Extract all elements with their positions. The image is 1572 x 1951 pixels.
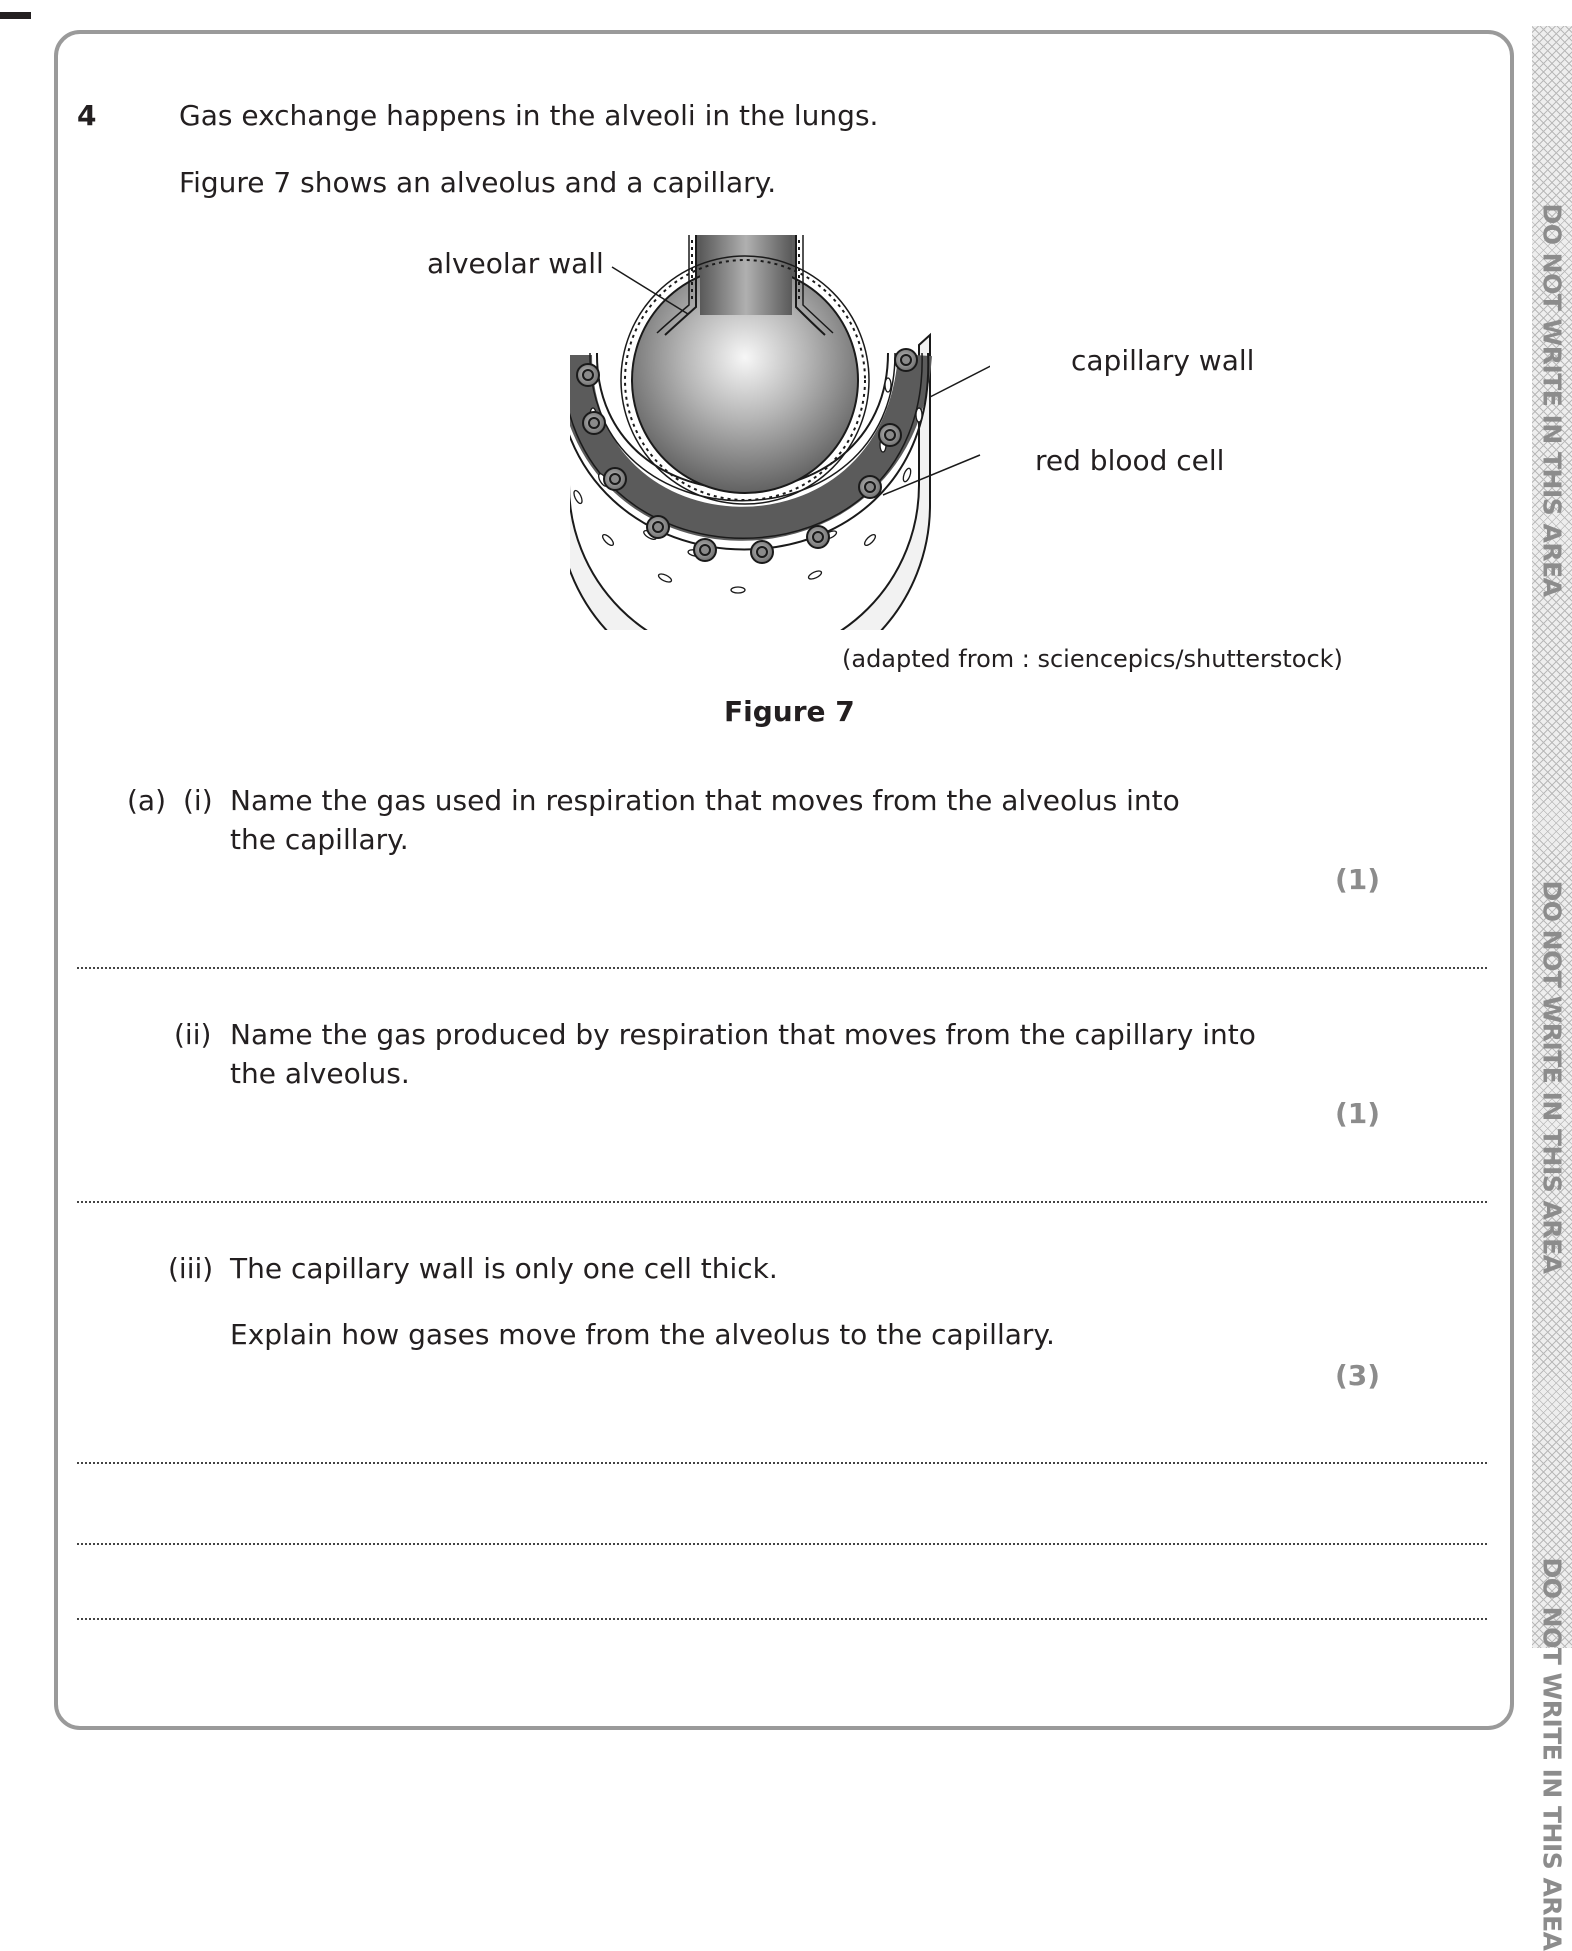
figure-source: (adapted from : sciencepics/shutterstock) [842, 645, 1343, 673]
alveolus [621, 235, 869, 504]
part-a-i-line1: Name the gas used in respiration that moves from the alveolus into [230, 784, 1180, 817]
part-a-iii-line1: The capillary wall is only one cell thick. [230, 1252, 778, 1285]
margin-warning-3: DO NOT WRITE IN THIS AREA [1537, 1557, 1567, 1951]
label-red-blood-cell: red blood cell [1035, 444, 1225, 477]
page-corner-mark [0, 12, 31, 19]
part-a-ii-label: (ii) [174, 1018, 212, 1051]
question-number: 4 [77, 99, 97, 132]
part-a-ii-line1: Name the gas produced by respiration that moves from the capillary into [230, 1018, 1256, 1051]
answer-line-a-ii[interactable] [77, 1201, 1487, 1203]
part-a-ii-line2: the alveolus. [230, 1057, 410, 1090]
part-a-i-label: (i) [183, 784, 213, 817]
label-capillary-wall: capillary wall [1071, 344, 1255, 377]
margin-warning-2: DO NOT WRITE IN THIS AREA [1537, 880, 1567, 1274]
alveolus-capillary-diagram [570, 235, 990, 630]
figure-caption: Figure 7 [724, 695, 855, 728]
figure-reference: Figure 7 shows an alveolus and a capillary. [179, 166, 777, 199]
margin-warning-1: DO NOT WRITE IN THIS AREA [1537, 203, 1567, 597]
label-alveolar-wall: alveolar wall [427, 247, 604, 280]
part-a-iii-label: (iii) [168, 1252, 214, 1285]
answer-line-a-iii-1[interactable] [77, 1462, 1487, 1464]
part-a-iii-marks: (3) [1335, 1359, 1381, 1392]
part-a-ii-marks: (1) [1335, 1097, 1381, 1130]
part-a-i-line2: the capillary. [230, 823, 409, 856]
part-a-i-marks: (1) [1335, 863, 1381, 896]
answer-line-a-i[interactable] [77, 967, 1487, 969]
answer-line-a-iii-2[interactable] [77, 1543, 1487, 1545]
part-a-label: (a) [127, 784, 167, 817]
part-a-iii-line2: Explain how gases move from the alveolus to the capillary. [230, 1318, 1055, 1351]
question-intro: Gas exchange happens in the alveoli in the lungs. [179, 99, 879, 132]
answer-line-a-iii-3[interactable] [77, 1618, 1487, 1620]
